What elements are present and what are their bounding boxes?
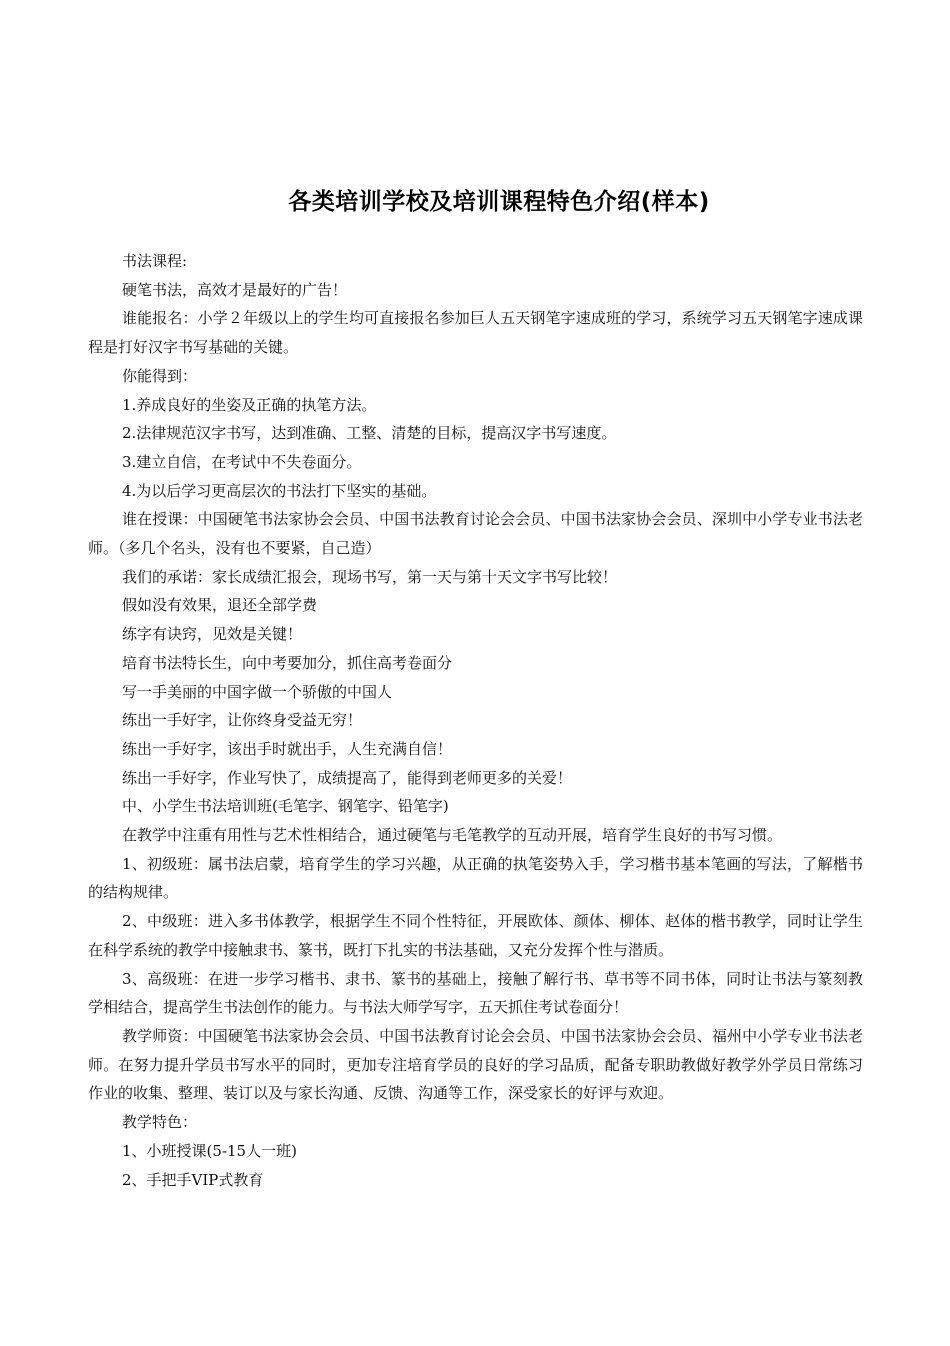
paragraph: 2、中级班：进入多书体教学，根据学生不同个性特征，开展欧体、颜体、柳体、赵体的楷书教学，同时让学生在科学系统的教学中接触隶书、篆书，既打下扎实的书法基础，又充分发挥个性与潜质。 xyxy=(88,912,863,959)
paragraph: 中、小学生书法培训班(毛笔字、钢笔字、铅笔字) xyxy=(122,797,449,816)
paragraph: 2.法律规范汉字书写，达到准确、工整、清楚的目标，提高汉字书写速度。 xyxy=(122,424,617,443)
paragraph: 教学师资：中国硬笔书法家协会会员、中国书法教育讨论会会员、中国书法家协会会员、福州中小学专业书法老师。在努力提升学员书写水平的同时，更加专注培育学员的良好的学习品质，配备专职助教做好教学外学员日常练习作业的收集、整理、装订以及与家长沟通、反馈、沟通等工作，深受家长的好评与欢迎。 xyxy=(88,1026,863,1103)
paragraph: 教学特色： xyxy=(122,1113,198,1132)
paragraph: 谁在授课：中国硬笔书法家协会会员、中国书法教育讨论会会员、中国书法家协会会员、深圳中小学专业书法老师。（多几个名头，没有也不要紧，自己造） xyxy=(88,510,863,558)
paragraph: 我们的承诺：家长成绩汇报会，现场书写，第一天与第十天文字书写比较！ xyxy=(122,567,618,586)
paragraph: 在教学中注重有用性与艺术性相结合，通过硬笔与毛笔教学的互动开展，培育学生良好的书写习惯。 xyxy=(122,826,783,845)
paragraph: 硬笔书法，高效才是最好的广告！ xyxy=(122,280,348,299)
paragraph: 培育书法特长生，向中考要加分，抓住高考卷面分 xyxy=(122,653,453,672)
document-body xyxy=(88,247,863,1194)
paragraph: 写一手美丽的中国字做一个骄傲的中国人 xyxy=(122,682,393,701)
paragraph: 3.建立自信，在考试中不失卷面分。 xyxy=(122,452,362,471)
paragraph: 3、高级班：在进一步学习楷书、隶书、篆书的基础上，接触了解行书、草书等不同书体，同时让书法与篆刻教学相结合，提高学生书法创作的能力。与书法大师学写字，五天抓住考试卷面分！ xyxy=(88,969,863,1017)
paragraph: 谁能报名：小学２年级以上的学生均可直接报名参加巨人五天钢笔字速成班的学习，系统学习五天钢笔字速成课程是打好汉字书写基础的关键。 xyxy=(88,309,863,357)
paragraph: 1、初级班：属书法启蒙，培育学生的学习兴趣，从正确的执笔姿势入手，学习楷书基本笔画的写法，了解楷书的结构规律。 xyxy=(88,854,863,902)
paragraph: 练出一手好字，该出手时就出手，人生充满自信！ xyxy=(122,739,453,758)
paragraph: 练出一手好字，让你终身受益无穷！ xyxy=(122,711,363,730)
paragraph: 练字有诀窍，见效是关键！ xyxy=(122,625,303,644)
paragraph: 练出一手好字，作业写快了，成绩提高了，能得到老师更多的关爱！ xyxy=(122,768,573,787)
paragraph: 书法课程: xyxy=(122,252,188,270)
paragraph: 4.为以后学习更高层次的书法打下坚实的基础。 xyxy=(122,481,437,500)
paragraph: 1.养成良好的坐姿及正确的执笔方法。 xyxy=(122,395,377,414)
paragraph: 2、手把手VIP式教育 xyxy=(122,1170,264,1189)
document-title: 各类培训学校及培训课程特色介绍(样本) xyxy=(288,189,710,215)
paragraph: 1、小班授课(5-15人一班) xyxy=(122,1141,297,1160)
paragraph: 假如没有效果，退还全部学费 xyxy=(122,596,318,615)
paragraph: 你能得到： xyxy=(122,366,198,385)
